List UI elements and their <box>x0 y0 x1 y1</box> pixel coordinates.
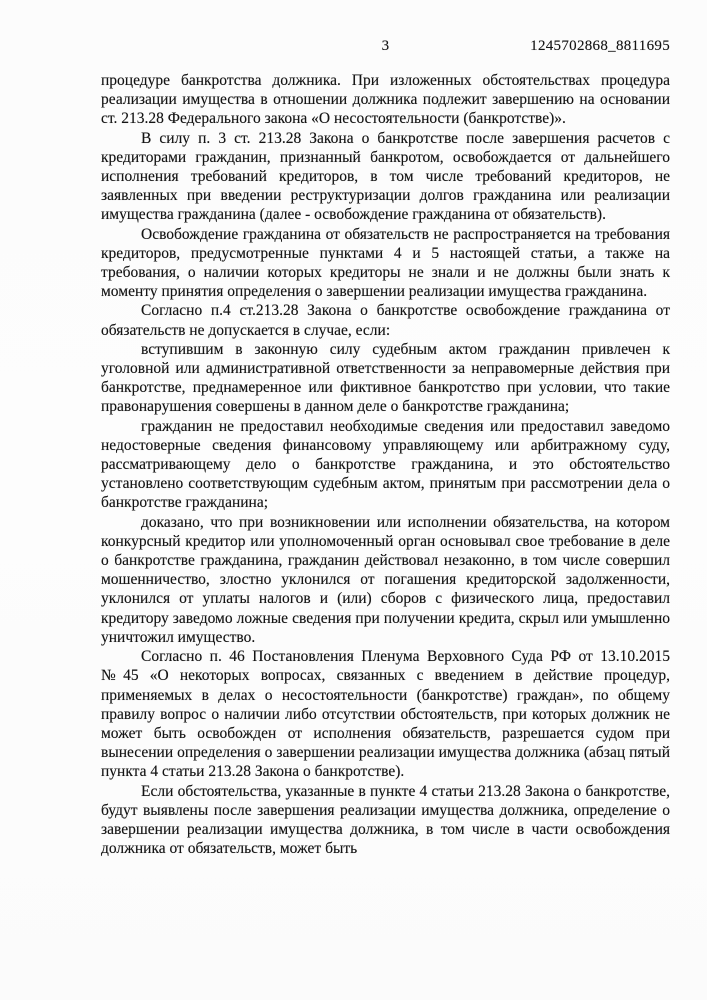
page-number: 3 <box>381 38 390 54</box>
paragraph: Если обстоятельства, указанные в пункте 4 статьи 213.28 Закона о банкротстве, будут выявлены после завершения реализации имущества должника, определение о завершении реализации имущества должника, в том числе в части освобождения должника от обязательств, может быть <box>101 782 670 858</box>
document-body <box>101 71 670 858</box>
paragraph: В силу п. 3 ст. 213.28 Закона о банкротстве после завершения расчетов с кредиторами гражданин, признанный банкротом, освобождается от дальнейшего исполнения требований кредиторов, в том числе требований кредиторов, не заявленных при введении реструктуризации долгов гражданина или реализации имущества гражданина (далее - освобождение гражданина от обязательств). <box>101 129 670 224</box>
paragraph: вступившим в законную силу судебным актом гражданин привлечен к уголовной или административной ответственности за неправомерные действия при банкротстве, преднамеренное или фиктивное банкротство при условии, что такие правонарушения совершены в данном деле о банкротстве гражданина; <box>101 340 670 416</box>
paragraph-continuation: процедуре банкротства должника. При изложенных обстоятельствах процедура реализации имущества в отношении должника подлежит завершению на основании ст. 213.28 Федерального закона «О несостоятельности (банкротстве)». <box>101 72 670 128</box>
paragraph: Освобождение гражданина от обязательств не распространяется на требования кредиторов, предусмотренные пунктами 4 и 5 настоящей статьи, а также на требования, о наличии которых кредиторы не знали и не должны были знать к моменту принятия определения о завершении реализации имущества гражданина. <box>101 225 670 301</box>
document-code: 1245702868_8811695 <box>530 38 670 54</box>
paragraph: Согласно п.4 ст.213.28 Закона о банкротстве освобождение гражданина от обязательств не допускается в случае, если: <box>101 302 670 339</box>
paragraph: доказано, что при возникновении или исполнении обязательства, на котором конкурсный кредитор или уполномоченный орган основывал свое требование в деле о банкротстве гражданина, гражданин действовал незаконно, в том числе совершил мошенничество, злостно уклонился от погашения кредиторской задолженности, уклонился от уплаты налогов и (или) сборов с физического лица, предоставил кредитору заведомо ложные сведения при получении кредита, скрыл или умышленно уничтожил имущество. <box>101 513 670 646</box>
paragraph: гражданин не предоставил необходимые сведения или предоставил заведомо недостоверные сведения финансовому управляющему или арбитражному суду, рассматривающему дело о банкротстве гражданина, и это обстоятельство установлено соответствующим судебным актом, принятым при рассмотрении дела о банкротстве гражданина; <box>101 417 670 512</box>
paragraph: Согласно п. 46 Постановления Пленума Верховного Суда РФ от 13.10.2015 №45 «О некоторых вопросах, связанных с введением в действие процедур, применяемых в делах о несостоятельности (банкротстве) граждан», по общему правилу вопрос о наличии либо отсутствии обстоятельств, при которых должник не может быть освобожден от исполнения обязательств, разрешается судом при вынесении определения о завершении реализации имущества должника (абзац пятый пункта 4 статьи 213.28 Закона о банкротстве). <box>101 648 670 781</box>
